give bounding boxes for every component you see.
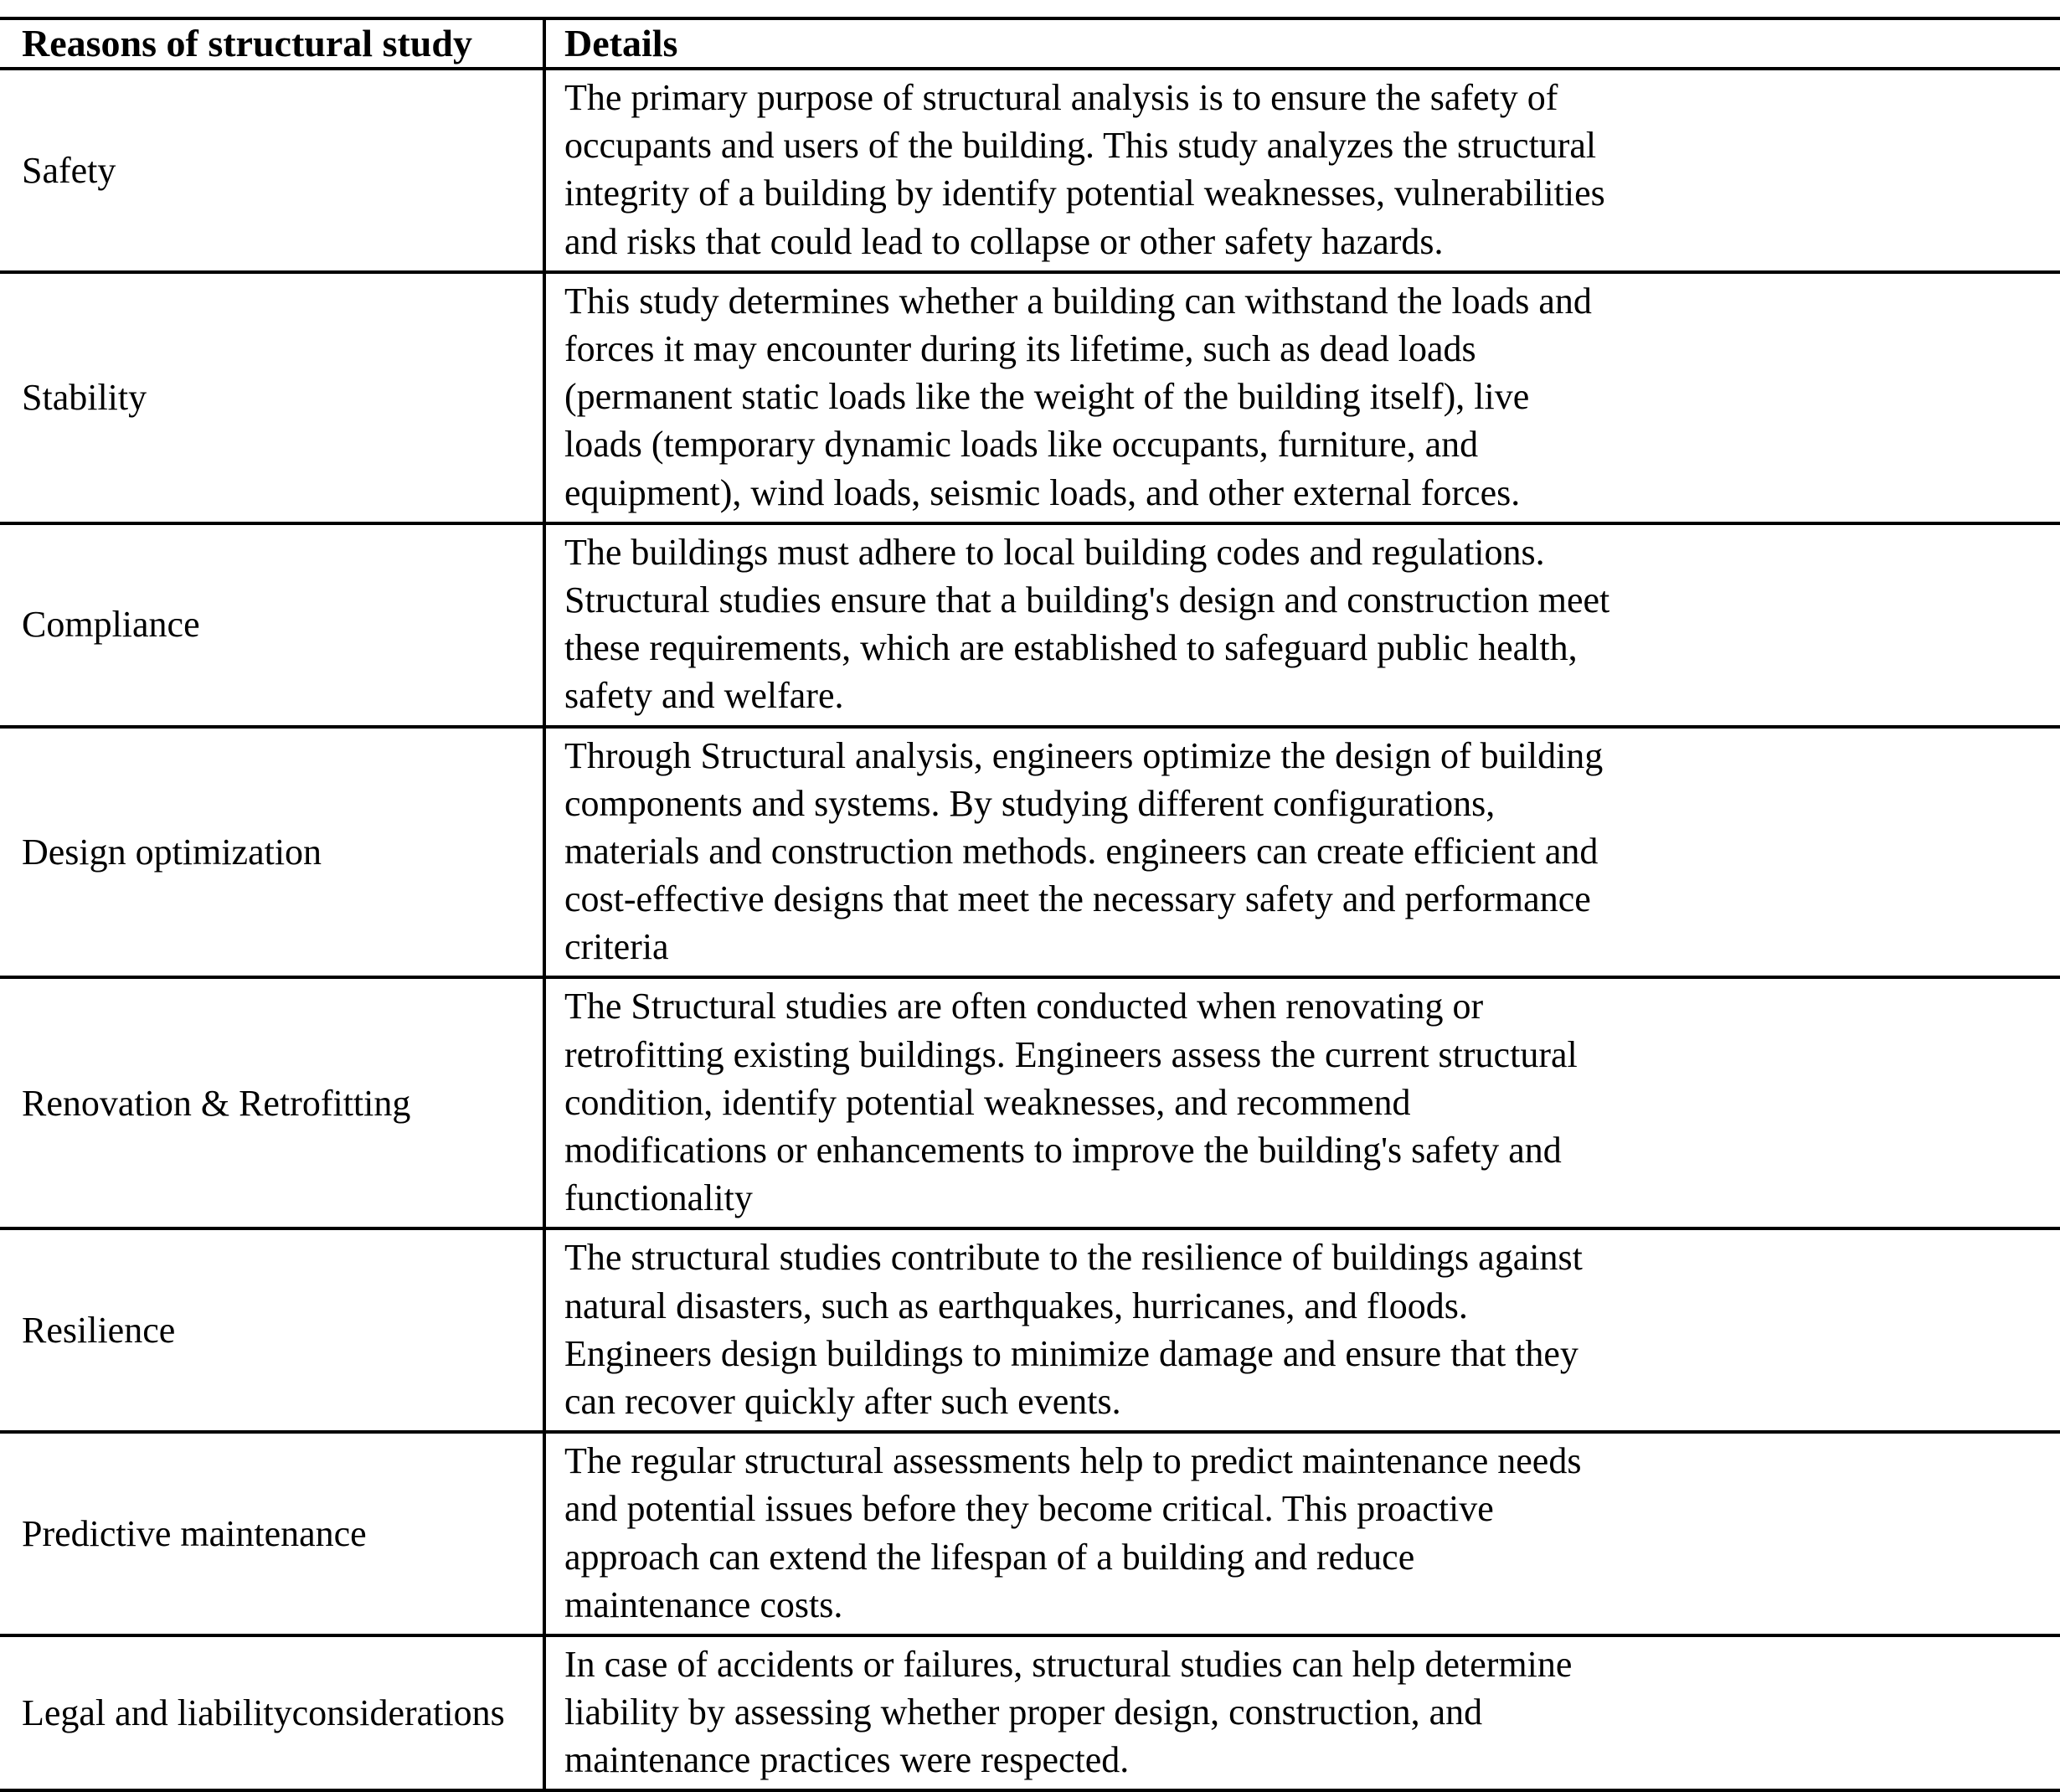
detail-line: This study determines whether a building can withstand the loads and [564, 280, 1592, 322]
detail-line: Structural studies ensure that a building's design and construction meet [564, 579, 1610, 621]
cell-details [544, 1228, 2060, 1432]
cell-details [544, 272, 2060, 523]
detail-line: modifications or enhancements to improve the building's safety and [564, 1130, 1562, 1171]
cell-reason: Safety [0, 69, 544, 272]
table-row [0, 523, 2060, 727]
table-header-row [0, 18, 2060, 69]
detail-line: maintenance practices were respected. [564, 1739, 1130, 1781]
table-header [0, 18, 2060, 69]
table-container [0, 17, 2060, 1792]
detail-line: approach can extend the lifespan of a building and reduce [564, 1536, 1415, 1578]
detail-line: cost-effective designs that meet the necessary safety and performance [564, 878, 1591, 920]
cell-reason: Design optimization [0, 727, 544, 978]
detail-line: The Structural studies are often conducted when renovating or [564, 986, 1484, 1027]
detail-line: Engineers design buildings to minimize damage and ensure that they [564, 1332, 1578, 1374]
structural-study-table [0, 17, 2060, 1792]
detail-line: and risks that could lead to collapse or other safety hazards. [564, 220, 1444, 262]
detail-line: retrofitting existing buildings. Engineers assess the current structural [564, 1033, 1578, 1075]
detail-line: occupants and users of the building. This study analyzes the structural [564, 125, 1597, 167]
detail-line: condition, identify potential weaknesses, and recommend [564, 1081, 1411, 1123]
cell-details [544, 523, 2060, 727]
column-header-details: Details [544, 18, 2060, 69]
detail-line: The structural studies contribute to the resilience of buildings against [564, 1237, 1583, 1279]
detail-line: The primary purpose of structural analysis is to ensure the safety of [564, 77, 1558, 119]
detail-line: safety and welfare. [564, 675, 844, 717]
detail-line: functionality [564, 1177, 753, 1219]
table-row [0, 1228, 2060, 1432]
detail-line: The buildings must adhere to local building codes and regulations. [564, 531, 1545, 573]
detail-line: integrity of a building by identify potential weaknesses, vulnerabilities [564, 173, 1605, 214]
detail-line: The regular structural assessments help to predict maintenance needs [564, 1440, 1582, 1482]
cell-details [544, 977, 2060, 1228]
table-row [0, 69, 2060, 272]
cell-reason: Predictive maintenance [0, 1432, 544, 1635]
detail-line: loads (temporary dynamic loads like occupants, furniture, and [564, 424, 1479, 466]
detail-line: equipment), wind loads, seismic loads, and other external forces. [564, 471, 1521, 513]
cell-reason: Compliance [0, 523, 544, 727]
detail-line: Through Structural analysis, engineers optimize the design of building [564, 734, 1604, 776]
cell-details [544, 1635, 2060, 1791]
cell-reason: Stability [0, 272, 544, 523]
table-body [0, 69, 2060, 1790]
detail-line: materials and construction methods. engineers can create efficient and [564, 830, 1599, 872]
detail-line: can recover quickly after such events. [564, 1380, 1121, 1422]
cell-details [544, 727, 2060, 978]
table-row [0, 1635, 2060, 1791]
reason-line: considerations [291, 1692, 505, 1733]
cell-reason: Renovation & Retrofitting [0, 977, 544, 1228]
cell-details [544, 1432, 2060, 1635]
detail-line: criteria [564, 926, 669, 968]
detail-line: and potential issues before they become critical. This proactive [564, 1488, 1494, 1530]
table-row [0, 1432, 2060, 1635]
table-row [0, 977, 2060, 1228]
detail-line: (permanent static loads like the weight of the building itself), live [564, 376, 1530, 418]
cell-reason: Resilience [0, 1228, 544, 1432]
detail-line: maintenance costs. [564, 1583, 843, 1625]
cell-reason [0, 1635, 544, 1791]
detail-line: forces it may encounter during its lifetime, such as dead loads [564, 328, 1476, 370]
detail-line: liability by assessing whether proper design, construction, and [564, 1692, 1483, 1733]
table-row [0, 727, 2060, 978]
cell-details [544, 69, 2060, 272]
detail-line: components and systems. By studying different configurations, [564, 782, 1496, 824]
detail-line: In case of accidents or failures, structural studies can help determine [564, 1643, 1573, 1685]
column-header-reason: Reasons of structural study [0, 18, 544, 69]
detail-line: natural disasters, such as earthquakes, hurricanes, and floods. [564, 1285, 1468, 1326]
detail-line: these requirements, which are established to safeguard public health, [564, 627, 1578, 669]
table-row [0, 272, 2060, 523]
reason-line: Legal and liability [22, 1692, 292, 1733]
